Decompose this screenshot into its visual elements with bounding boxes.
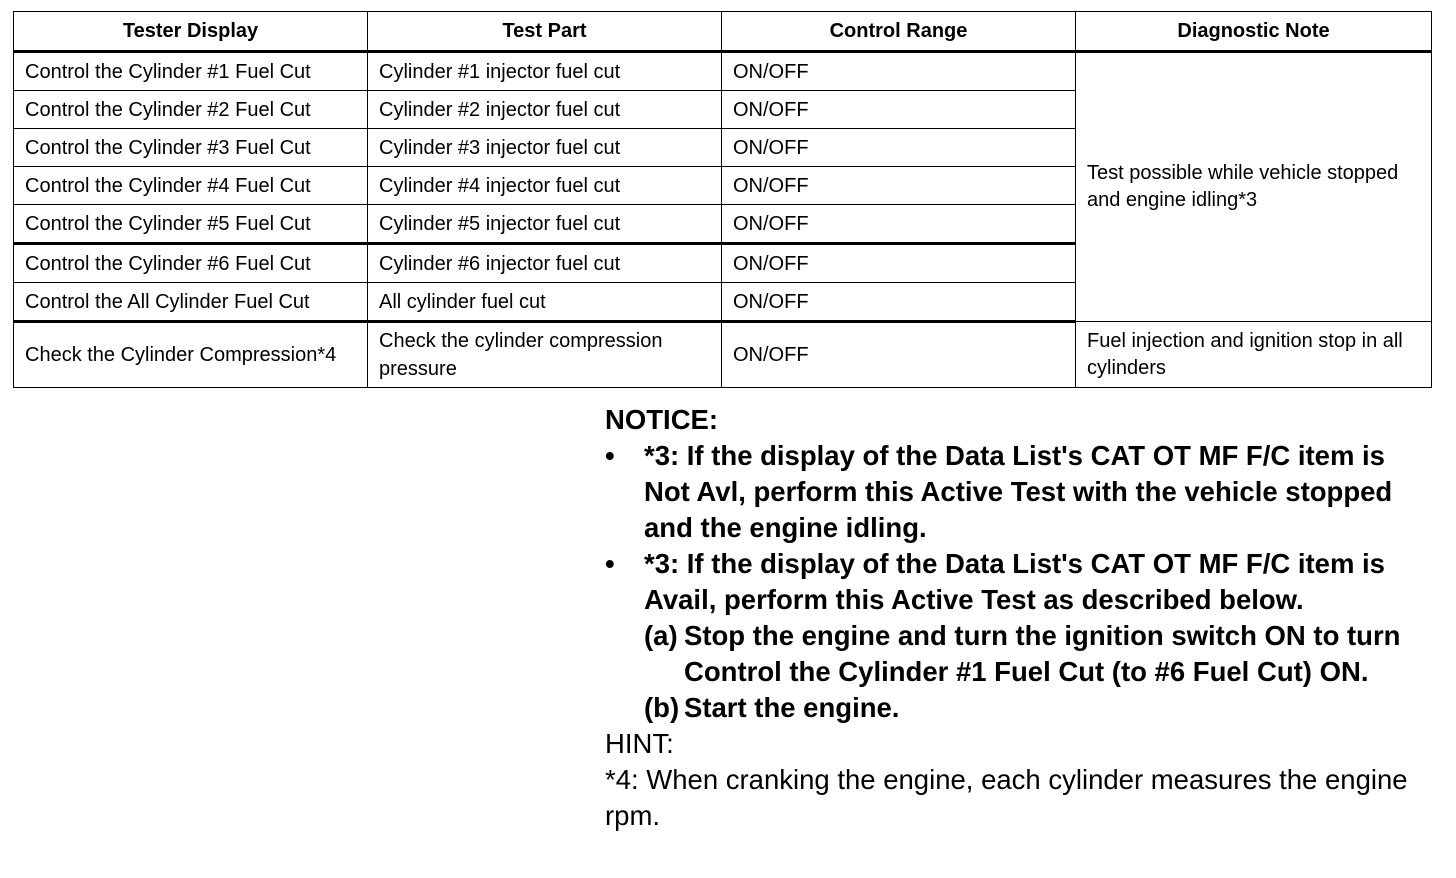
tester-display-cell: Control the All Cylinder Fuel Cut xyxy=(14,283,368,322)
tester-display-cell: Control the Cylinder #2 Fuel Cut xyxy=(14,91,368,129)
control-range-cell: ON/OFF xyxy=(722,52,1076,91)
header-control-range: Control Range xyxy=(722,12,1076,52)
header-diagnostic-note: Diagnostic Note xyxy=(1076,12,1432,52)
test-part-cell: Cylinder #2 injector fuel cut xyxy=(368,91,722,129)
notice-bullet xyxy=(605,438,1435,546)
hint-text: *4: When cranking the engine, each cylinder measures the engine rpm. xyxy=(605,764,1408,831)
notice-bullet-text: *3: If the display of the Data List's CAT OT MF F/C item is Not Avl, perform this Active Test with the vehicle stopped and the engine idling. xyxy=(644,440,1393,543)
tester-display-cell: Control the Cylinder #3 Fuel Cut xyxy=(14,129,368,167)
control-range-cell: ON/OFF xyxy=(722,167,1076,205)
fuel-cut-diagnostic-note: Test possible while vehicle stopped and engine idling*3 xyxy=(1076,52,1432,322)
test-part-cell: Cylinder #1 injector fuel cut xyxy=(368,52,722,91)
step-label: (b) xyxy=(644,692,680,723)
test-part-cell: Cylinder #5 injector fuel cut xyxy=(368,205,722,244)
tester-display-cell: Control the Cylinder #6 Fuel Cut xyxy=(14,244,368,283)
control-range-cell: ON/OFF xyxy=(722,129,1076,167)
tester-display-cell: Control the Cylinder #5 Fuel Cut xyxy=(14,205,368,244)
test-part-cell: Cylinder #6 injector fuel cut xyxy=(368,244,722,283)
bullet-symbol: • xyxy=(605,440,615,471)
test-part-cell: Check the cylinder compression pressure xyxy=(368,322,722,388)
test-part-cell: Cylinder #4 injector fuel cut xyxy=(368,167,722,205)
notice-bullet-text: *3: If the display of the Data List's CAT OT MF F/C item is Avail, perform this Active Test as described below. xyxy=(644,548,1385,615)
hint-heading: HINT: xyxy=(605,728,674,759)
header-tester-display: Tester Display xyxy=(14,12,368,52)
control-range-cell: ON/OFF xyxy=(722,244,1076,283)
notice-section xyxy=(605,402,1435,834)
notice-heading: NOTICE: xyxy=(605,404,719,435)
control-range-cell: ON/OFF xyxy=(722,205,1076,244)
control-range-cell: ON/OFF xyxy=(722,283,1076,322)
control-range-cell: ON/OFF xyxy=(722,91,1076,129)
step-text: Stop the engine and turn the ignition switch ON to turn Control the Cylinder #1 Fuel Cut (to #6 Fuel Cut) ON. xyxy=(684,620,1401,687)
tester-display-cell: Control the Cylinder #4 Fuel Cut xyxy=(14,167,368,205)
compression-diagnostic-note: Fuel injection and ignition stop in all cylinders xyxy=(1076,322,1432,388)
header-test-part: Test Part xyxy=(368,12,722,52)
test-part-cell: All cylinder fuel cut xyxy=(368,283,722,322)
step-label: (a) xyxy=(644,620,678,651)
table-row xyxy=(14,322,1432,388)
bullet-symbol: • xyxy=(605,548,615,579)
table-row xyxy=(14,52,1432,91)
active-test-table xyxy=(13,11,1432,388)
control-range-cell: ON/OFF xyxy=(722,322,1076,388)
test-part-cell: Cylinder #3 injector fuel cut xyxy=(368,129,722,167)
notice-bullet xyxy=(605,546,1435,726)
tester-display-cell: Control the Cylinder #1 Fuel Cut xyxy=(14,52,368,91)
table-header-row xyxy=(14,12,1432,52)
notice-step xyxy=(644,618,1435,690)
step-text: Start the engine. xyxy=(684,692,900,723)
tester-display-cell: Check the Cylinder Compression*4 xyxy=(14,322,368,388)
notice-step xyxy=(644,690,1435,726)
